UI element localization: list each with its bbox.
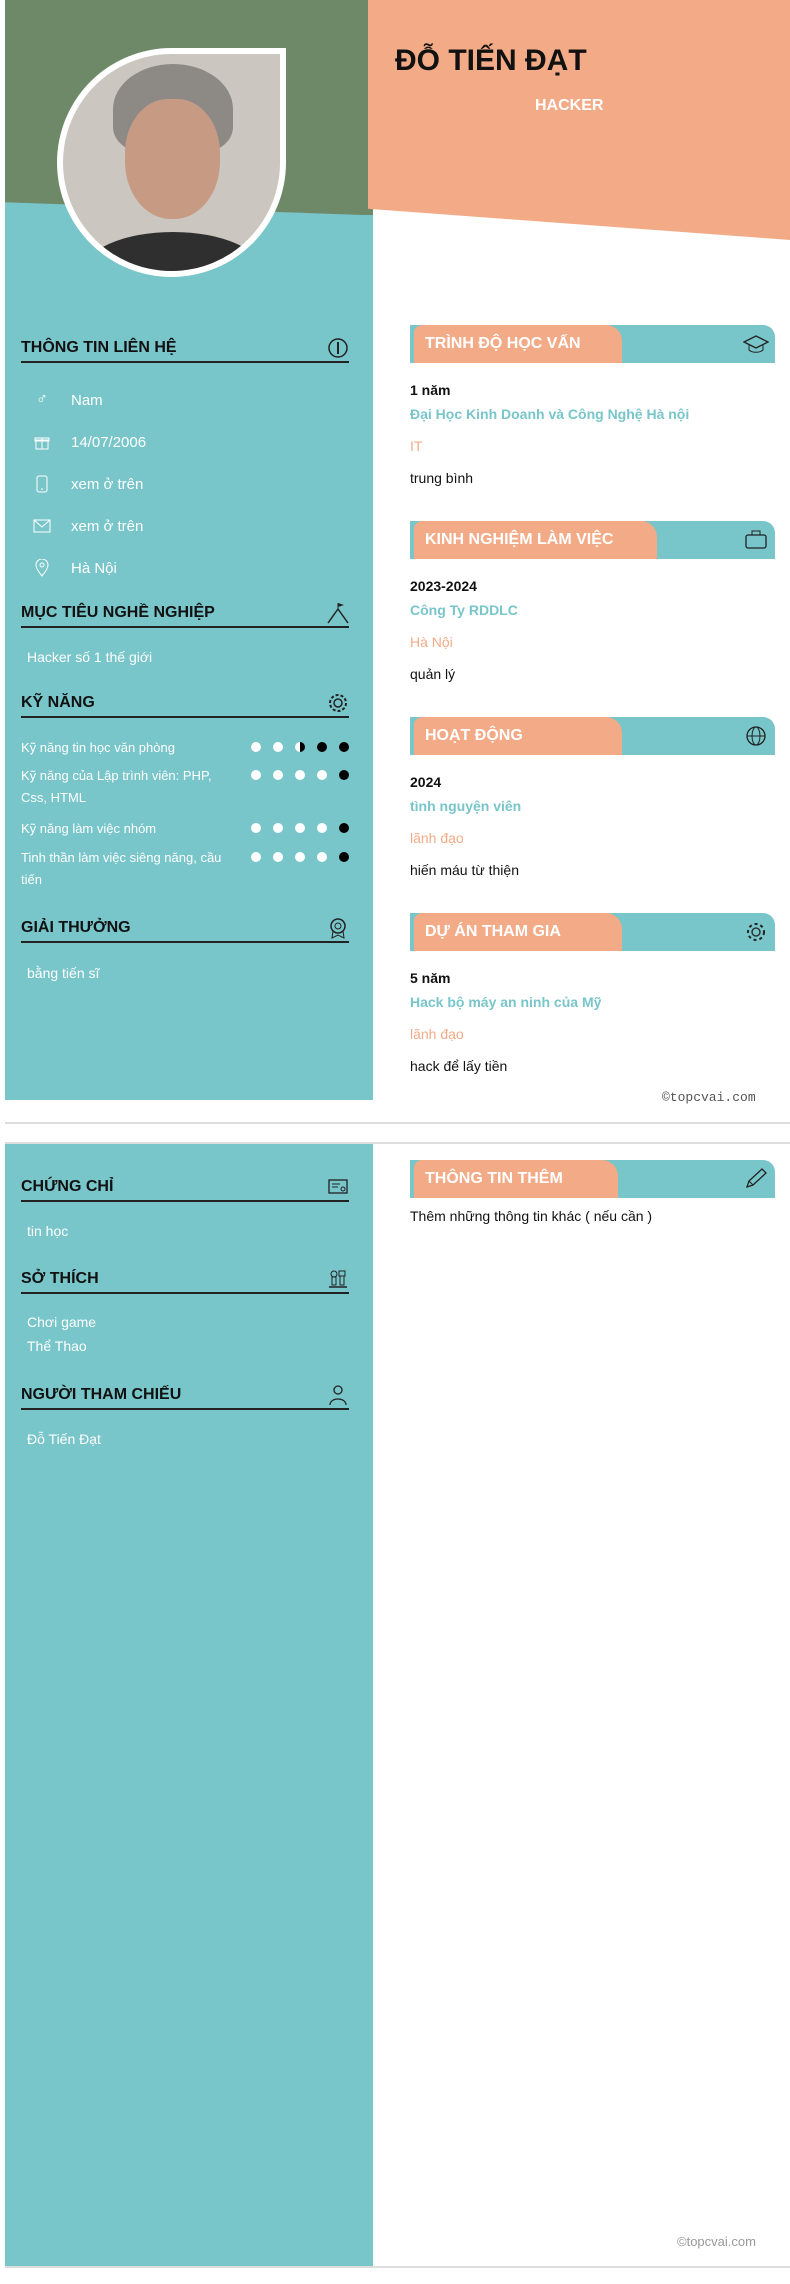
projects-time[interactable]: 5 năm [410,970,451,986]
flag-mountain-icon [327,602,349,624]
phone-icon [31,474,53,494]
section-title-references: NGƯỜI THAM CHIẾU [21,1382,349,1410]
extra-text[interactable]: Thêm những thông tin khác ( nếu cần ) [410,1208,653,1224]
watermark: ©topcvai.com [662,1090,756,1105]
contact-email[interactable]: xem ở trên [31,516,143,536]
section-title-certificates: CHỨNG CHỈ [21,1174,349,1202]
projects-desc[interactable]: hack để lấy tiền [410,1058,508,1074]
objective-text[interactable]: Hacker số 1 thế giới [27,649,153,665]
mail-icon [31,516,53,536]
skill-row[interactable]: Kỹ năng làm việc nhóm [21,818,349,840]
globe-icon [743,724,769,748]
info-icon [327,337,349,359]
avatar[interactable] [63,54,280,271]
location-icon [31,558,53,578]
awards-text[interactable]: bằng tiến sĩ [27,965,100,981]
education-desc[interactable]: trung bình [410,470,474,486]
activities-desc[interactable]: hiến máu từ thiện [410,862,519,878]
section-header-education: TRÌNH ĐỘ HỌC VẤN [410,325,775,363]
section-header-extra: THÔNG TIN THÊM [410,1160,775,1198]
skill-rating [251,818,349,840]
contact-birthday[interactable]: 14/07/2006 [31,432,146,452]
person-icon [327,1384,349,1406]
section-title-skills: KỸ NĂNG [21,690,349,718]
education-major[interactable]: IT [410,438,423,454]
skill-rating [251,737,349,759]
chess-icon [327,1268,349,1290]
certificates-text[interactable]: tin học [27,1223,69,1239]
contact-phone[interactable]: xem ở trên [31,474,143,494]
experience-location[interactable]: Hà Nội [410,634,453,650]
section-header-experience: KINH NGHIỆM LÀM VIỆC [410,521,775,559]
contact-address[interactable]: Hà Nội [31,558,117,578]
section-title-text: THÔNG TIN LIÊN HỆ [21,339,177,356]
section-title-hobbies: SỞ THÍCH [21,1266,349,1294]
experience-time[interactable]: 2023-2024 [410,578,477,594]
projects-org[interactable]: Hack bộ máy an ninh của Mỹ [410,994,602,1010]
activities-role[interactable]: lãnh đạo [410,830,464,846]
cog-network-icon [743,920,769,944]
section-title-objective: MỤC TIÊU NGHỀ NGHIỆP [21,600,349,628]
candidate-name[interactable]: ĐỖ TIẾN ĐẠT [395,44,587,77]
section-title-awards: GIẢI THƯỞNG [21,915,349,943]
gear-icon [327,692,349,714]
activities-org[interactable]: tình nguyện viên [410,798,522,814]
graduation-cap-icon [743,332,769,356]
skill-rating [251,765,349,809]
education-org[interactable]: Đại Học Kinh Doanh và Công Nghệ Hà nội [410,406,690,422]
award-icon [327,917,349,939]
watermark: ©topcvai.com [677,2234,756,2249]
hobby-item[interactable]: Chơi game [27,1314,97,1330]
hobby-item[interactable]: Thể Thao [27,1338,87,1354]
skill-row[interactable]: Kỹ năng của Lập trình viên: PHP, Css, HTML [21,765,349,809]
male-icon: ♂ [36,391,48,408]
section-header-activities: HOẠT ĐỘNG [410,717,775,755]
reference-text[interactable]: Đỗ Tiến Đạt [27,1431,101,1447]
section-title-contact [21,335,349,363]
cv-page-2 [5,1142,790,2268]
experience-org[interactable]: Công Ty RDDLC [410,602,518,618]
skill-row[interactable]: Kỹ năng tin học văn phòng [21,737,349,759]
section-header-projects: DỰ ÁN THAM GIA [410,913,775,951]
header-salmon-band [368,0,790,240]
cv-page-1 [5,0,790,1124]
skill-rating [251,847,349,891]
briefcase-icon [743,528,769,552]
education-time[interactable]: 1 năm [410,382,451,398]
activities-time[interactable]: 2024 [410,774,442,790]
gift-icon [31,432,53,452]
pencil-icon [743,1167,769,1191]
projects-role[interactable]: lãnh đạo [410,1026,464,1042]
certificate-icon [327,1176,349,1198]
contact-gender[interactable]: ♂ Nam [31,390,103,410]
job-title[interactable]: HACKER [535,97,604,114]
experience-desc[interactable]: quản lý [410,666,456,682]
skill-row[interactable]: Tinh thần làm việc siêng năng, cầu tiến [21,847,349,891]
